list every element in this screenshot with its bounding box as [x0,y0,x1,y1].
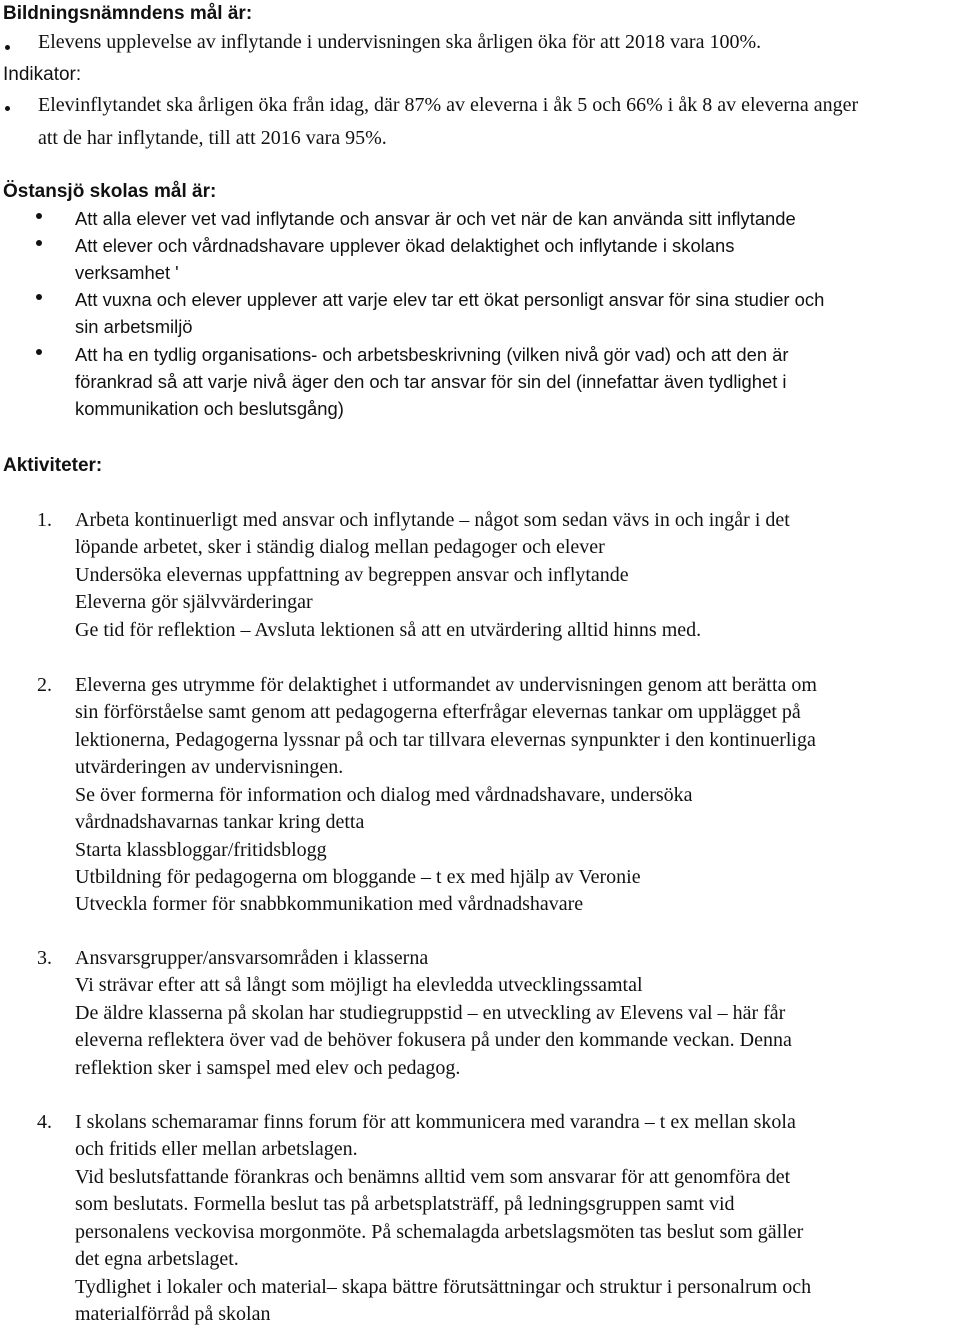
activity-line: Se över formerna för information och dialog med vårdnadshavare, undersöka [75,784,693,806]
bullet-dot-icon [5,45,10,50]
school-goal-line: förankrad så att varje nivå äger den och tar ansvar för sin del (innefattar även tydlighet i [75,371,787,392]
activity-line: Eleverna gör självvärderingar [75,591,313,613]
activity-number: 4. [37,1111,52,1133]
activity-number: 2. [37,674,52,696]
activity-line: Eleverna ges utrymme för delaktighet i utformandet av undervisningen genom att berätta om [75,674,817,696]
bullet-dot-icon [5,106,10,111]
bullet-dot-icon [36,213,42,219]
indicator-text-line: att de har inflytande, till att 2016 vara 95%. [38,127,387,149]
activity-line: Utbildning för pedagogerna om bloggande – t ex med hjälp av Veronie [75,866,641,888]
activity-line: materialförråd på skolan [75,1303,271,1325]
bullet-dot-icon [36,240,42,246]
activity-line: och fritids eller mellan arbetslagen. [75,1138,358,1160]
activity-line: utvärderingen av undervisningen. [75,756,344,778]
school-goal-line: Att vuxna och elever upplever att varje elev tar ett ökat personligt ansvar för sina studier och [75,289,825,310]
bullet-dot-icon [36,294,42,300]
school-goal-line: Att ha en tydlig organisations- och arbetsbeskrivning (vilken nivå gör vad) och att den är [75,344,789,365]
bullet-dot-icon [36,349,42,355]
section-heading-aktiviteter: Aktiviteter: [3,455,103,476]
activity-line: eleverna reflektera över vad de behöver fokusera på under den kommande veckan. Denna [75,1029,792,1051]
activity-line: vårdnadshavarnas tankar kring detta [75,811,365,833]
activity-line: Utveckla former för snabbkommunikation med vårdnadshavare [75,893,584,915]
activity-number: 1. [37,509,52,531]
school-goal-line: sin arbetsmiljö [75,316,193,337]
indicator-text-line: Elevinflytandet ska årligen öka från idag, där 87% av eleverna i åk 5 och 66% i åk 8 av eleverna anger [38,94,859,116]
activity-line: Tydlighet i lokaler och material– skapa bättre förutsättningar och struktur i personalrum och [75,1276,812,1298]
indicator-label: Indikator: [3,64,82,85]
activity-line: Vi strävar efter att så långt som möjligt ha elevledda utvecklingssamtal [75,974,643,996]
activity-line: lektionerna, Pedagogerna lyssnar på och tar tillvara elevernas synpunkter i den kontinuerliga [75,729,816,751]
activity-line: Ge tid för reflektion – Avsluta lektionen så att en utvärdering alltid hinns med. [75,619,702,641]
activity-line: Vid beslutsfattande förankras och benämns alltid vem som ansvarar för att genomföra det [75,1166,791,1188]
school-goal-line: Att elever och vårdnadshavare upplever ökad delaktighet och inflytande i skolans [75,235,735,256]
section-heading-ostansjo: Östansjö skolas mål är: [3,181,217,202]
activity-line: löpande arbetet, sker i ständig dialog mellan pedagoger och elever [75,536,605,558]
activity-line: sin förförståelse samt genom att pedagogerna efterfrågar elevernas tankar om upplägget på [75,701,801,723]
activity-line: De äldre klasserna på skolan har studiegruppstid – en utveckling av Elevens val – här får [75,1002,786,1024]
school-goal-line: kommunikation och beslutsgång) [75,398,344,419]
school-goal-line: verksamhet ' [75,262,179,283]
activity-line: Ansvarsgrupper/ansvarsområden i klasserna [75,947,429,969]
activity-line: som beslutats. Formella beslut tas på arbetsplatsträff, på ledningsgruppen samt vid [75,1193,735,1215]
activity-line: Arbeta kontinuerligt med ansvar och inflytande – något som sedan vävs in och ingår i det [75,509,790,531]
school-goal-line: Att alla elever vet vad inflytande och ansvar är och vet när de kan använda sitt inflytande [75,208,796,229]
activity-line: Starta klassbloggar/fritidsblogg [75,839,327,861]
activity-line: personalens veckovisa morgonmöte. På schemalagda arbetslagsmöten tas beslut som gäller [75,1221,804,1243]
activity-line: det egna arbetslaget. [75,1248,239,1270]
activity-line: reflektion sker i samspel med elev och pedagog. [75,1057,461,1079]
section-heading-bildningsnamnden: Bildningsnämndens mål är: [3,3,253,24]
activity-line: Undersöka elevernas uppfattning av begreppen ansvar och inflytande [75,564,629,586]
activity-line: I skolans schemaramar finns forum för att kommunicera med varandra – t ex mellan skola [75,1111,796,1133]
activity-number: 3. [37,947,52,969]
goal-text: Elevens upplevelse av inflytande i undervisningen ska årligen öka för att 2018 vara 100%. [38,31,762,53]
